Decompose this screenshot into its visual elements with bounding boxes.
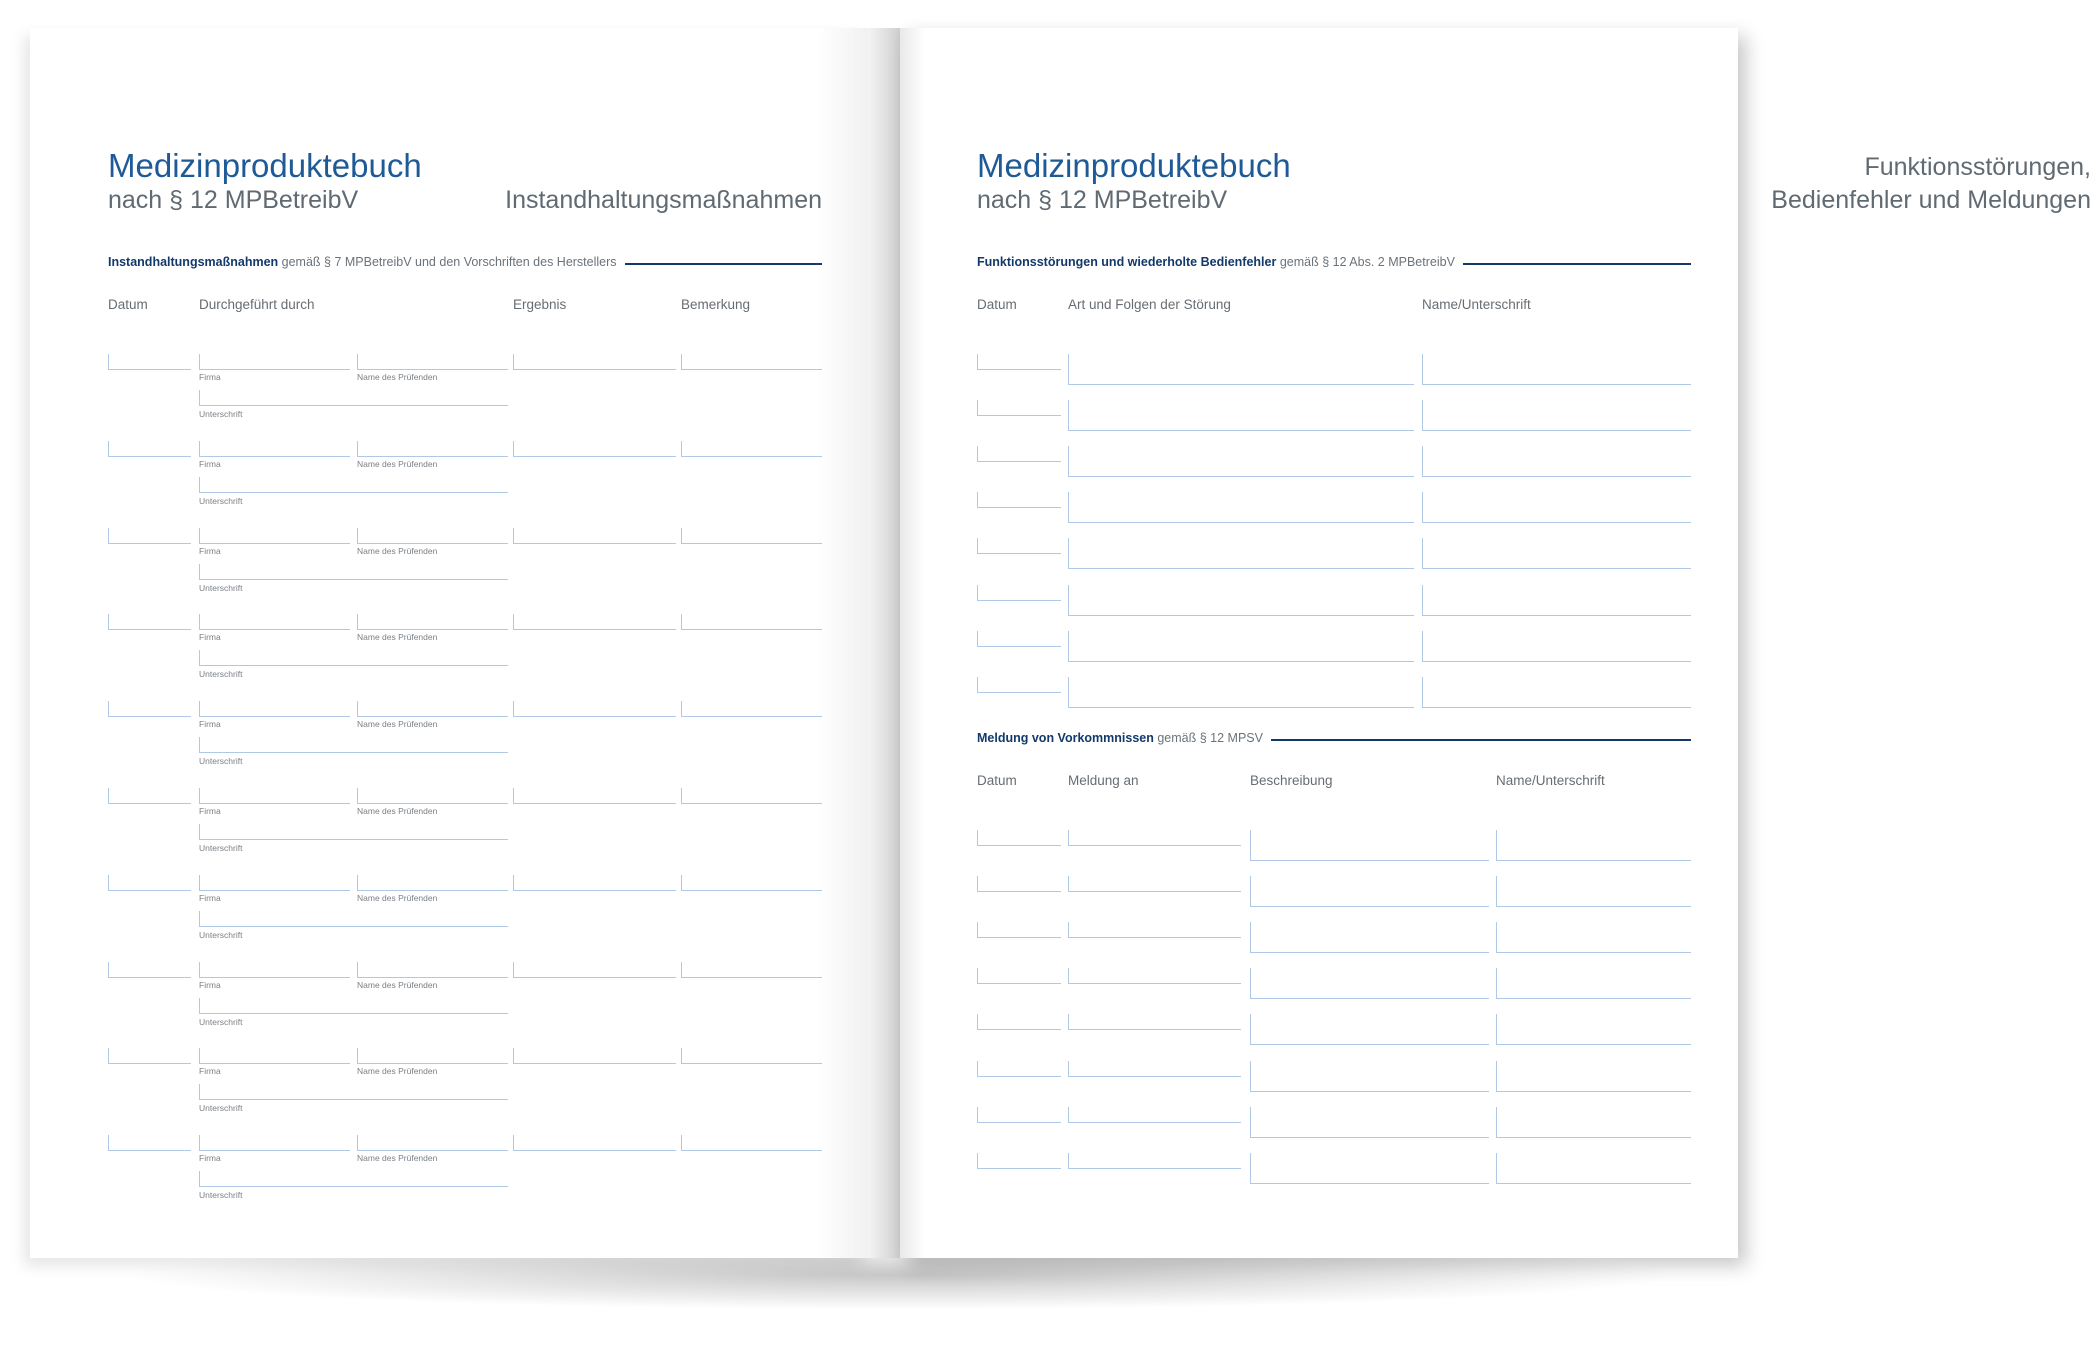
datum-field[interactable] [977,631,1061,647]
unterschrift-label: Unterschrift [199,409,243,419]
name-pruefenden-label: Name des Prüfenden [357,372,438,382]
ergebnis-field[interactable] [513,354,676,370]
ergebnis-field[interactable] [513,441,676,457]
art-folgen-field[interactable] [1068,585,1414,616]
name-unterschrift-field[interactable] [1422,585,1691,616]
meldung-an-field[interactable] [1068,1061,1241,1077]
bemerkung-field[interactable] [681,962,822,978]
name-pruefenden-label: Name des Prüfenden [357,1066,438,1077]
datum-field[interactable] [108,1135,191,1151]
meldung-an-field[interactable] [1068,876,1241,892]
beschreibung-field[interactable] [1250,1014,1489,1045]
name-pruefenden-label: Name des Prüfenden [357,632,438,643]
ergebnis-field[interactable] [513,614,676,630]
unterschrift-field[interactable] [199,564,508,580]
name-unterschrift-field[interactable] [1422,677,1691,708]
unterschrift-field[interactable] [199,650,508,666]
column-header-name-unterschrift: Name/Unterschrift [1496,773,1605,788]
firma-label: Firma [199,458,221,469]
firma-label: Firma [199,806,221,816]
column-header-art-folgen: Art und Folgen der Störung [1068,297,1231,312]
ergebnis-field[interactable] [513,701,676,717]
name-unterschrift-field[interactable] [1422,631,1691,662]
name-unterschrift-field[interactable] [1422,354,1691,385]
meldung-an-field[interactable] [1068,1107,1241,1123]
beschreibung-field[interactable] [1250,876,1489,907]
datum-field[interactable] [977,446,1061,462]
section-title-strong: Meldung von Vorkommnissen [977,731,1154,745]
firma-field[interactable] [199,701,350,717]
firma-field[interactable] [199,1048,350,1064]
datum-field[interactable] [977,876,1061,892]
unterschrift-label: Unterschrift [199,756,243,767]
page-title: Medizinproduktebuch [977,147,1291,184]
name-unterschrift-field[interactable] [1496,1153,1691,1184]
unterschrift-field[interactable] [199,998,508,1014]
firma-label: Firma [199,979,221,990]
firma-field[interactable] [199,1135,350,1151]
name-pruefenden-field[interactable] [357,701,508,717]
datum-field[interactable] [977,968,1061,984]
column-header-durchgefuehrt: Durchgeführt durch [199,297,315,312]
unterschrift-label: Unterschrift [199,1103,243,1114]
meldung-an-field[interactable] [1068,1153,1241,1169]
art-folgen-field[interactable] [1068,492,1414,523]
bemerkung-field[interactable] [681,1048,822,1064]
section-title-rest: gemäß § 7 MPBetreibV und den Vorschriften des Herstellers [281,255,617,269]
name-pruefenden-label: Name des Prüfenden [357,545,438,556]
bemerkung-field[interactable] [681,354,822,370]
unterschrift-field[interactable] [199,1171,508,1187]
datum-field[interactable] [108,1048,191,1064]
firma-label: Firma [199,1153,221,1164]
column-header-datum: Datum [977,773,1017,788]
beschreibung-field[interactable] [1250,1153,1489,1184]
datum-field[interactable] [977,354,1061,370]
datum-field[interactable] [108,962,191,978]
book-gutter [868,28,900,1258]
datum-field[interactable] [977,677,1061,693]
left-page [30,28,868,1258]
bemerkung-field[interactable] [681,875,822,891]
name-pruefenden-label: Name des Prüfenden [357,979,438,990]
name-pruefenden-field[interactable] [357,354,508,370]
unterschrift-field[interactable] [199,824,508,840]
datum-field[interactable] [977,1153,1061,1169]
unterschrift-label: Unterschrift [199,495,243,506]
name-unterschrift-field[interactable] [1422,538,1691,569]
beschreibung-field[interactable] [1250,968,1489,999]
section-title-rest: gemäß § 12 Abs. 2 MPBetreibV [1279,255,1455,269]
column-header-datum: Datum [977,297,1017,312]
datum-field[interactable] [977,1107,1061,1123]
page-heading-line1: Funktionsstörungen, [1864,153,2091,181]
firma-field[interactable] [199,614,350,630]
section-title-strong: Instandhaltungsmaßnahmen [108,255,279,269]
name-unterschrift-field[interactable] [1496,922,1691,953]
firma-label: Firma [199,1066,221,1077]
art-folgen-field[interactable] [1068,354,1414,385]
section-title-malfunctions [977,255,1455,269]
section-title-incidents [977,731,1263,745]
datum-field[interactable] [108,528,191,544]
section-rule [1271,739,1691,741]
beschreibung-field[interactable] [1250,830,1489,861]
name-pruefenden-label: Name des Prüfenden [357,719,438,730]
column-header-beschreibung: Beschreibung [1250,773,1333,788]
art-folgen-field[interactable] [1068,538,1414,569]
ergebnis-field[interactable] [513,962,676,978]
unterschrift-field[interactable] [199,911,508,927]
datum-field[interactable] [977,1061,1061,1077]
meldung-an-field[interactable] [1068,968,1241,984]
name-pruefenden-field[interactable] [357,875,508,891]
section-title [108,255,617,269]
name-pruefenden-field[interactable] [357,1135,508,1151]
datum-field[interactable] [977,538,1061,554]
name-pruefenden-label: Name des Prüfenden [357,458,438,469]
datum-field[interactable] [108,875,191,891]
unterschrift-label: Unterschrift [199,843,243,853]
unterschrift-field[interactable] [199,390,508,406]
name-unterschrift-field[interactable] [1422,492,1691,523]
firma-label: Firma [199,719,221,730]
page-heading-line2: Bedienfehler und Meldungen [1771,186,2091,214]
datum-field[interactable] [977,830,1061,846]
name-pruefenden-field[interactable] [357,962,508,978]
section-rule [625,263,822,265]
section-rule [1463,263,1691,265]
unterschrift-field[interactable] [199,737,508,753]
bemerkung-field[interactable] [681,614,822,630]
datum-field[interactable] [977,1014,1061,1030]
art-folgen-field[interactable] [1068,400,1414,431]
name-pruefenden-field[interactable] [357,441,508,457]
name-pruefenden-field[interactable] [357,788,508,804]
page-subtitle: nach § 12 MPBetreibV [108,186,359,214]
datum-field[interactable] [108,788,191,804]
datum-field[interactable] [977,922,1061,938]
firma-field[interactable] [199,441,350,457]
name-unterschrift-field[interactable] [1422,400,1691,431]
firma-label: Firma [199,892,221,903]
name-pruefenden-label: Name des Prüfenden [357,892,438,903]
ergebnis-field[interactable] [513,875,676,891]
firma-field[interactable] [199,528,350,544]
unterschrift-field[interactable] [199,1084,508,1100]
unterschrift-label: Unterschrift [199,1190,243,1201]
bemerkung-field[interactable] [681,441,822,457]
section-title-rest: gemäß § 12 MPSV [1157,731,1263,745]
meldung-an-field[interactable] [1068,922,1241,938]
firma-field[interactable] [199,788,350,804]
firma-label: Firma [199,545,221,556]
unterschrift-field[interactable] [199,477,508,493]
unterschrift-label: Unterschrift [199,1016,243,1027]
firma-label: Firma [199,372,221,382]
ergebnis-field[interactable] [513,788,676,804]
meldung-an-field[interactable] [1068,830,1241,846]
art-folgen-field[interactable] [1068,631,1414,662]
name-unterschrift-field[interactable] [1422,446,1691,477]
datum-field[interactable] [108,441,191,457]
firma-field[interactable] [199,875,350,891]
column-header-ergebnis: Ergebnis [513,297,567,312]
bemerkung-field[interactable] [681,528,822,544]
right-page [900,28,2091,1258]
datum-field[interactable] [977,400,1061,416]
firma-field[interactable] [199,962,350,978]
page-subtitle: nach § 12 MPBetreibV [977,186,1228,214]
art-folgen-field[interactable] [1068,446,1414,477]
datum-field[interactable] [108,614,191,630]
name-unterschrift-field[interactable] [1496,830,1691,861]
name-unterschrift-field[interactable] [1496,1107,1691,1138]
datum-field[interactable] [977,585,1061,601]
name-pruefenden-field[interactable] [357,1048,508,1064]
unterschrift-label: Unterschrift [199,929,243,940]
bemerkung-field[interactable] [681,788,822,804]
name-pruefenden-label: Name des Prüfenden [357,1153,438,1164]
column-header-meldung-an: Meldung an [1068,773,1139,788]
datum-field[interactable] [108,354,191,370]
page-heading: Instandhaltungsmaßnahmen [505,186,822,214]
ergebnis-field[interactable] [513,528,676,544]
section-title-strong: Funktionsstörungen und wiederholte Bedienfehler [977,255,1277,269]
unterschrift-label: Unterschrift [199,582,243,593]
name-unterschrift-field[interactable] [1496,968,1691,999]
name-pruefenden-field[interactable] [357,614,508,630]
ergebnis-field[interactable] [513,1135,676,1151]
column-header-name-unterschrift: Name/Unterschrift [1422,297,1531,312]
beschreibung-field[interactable] [1250,1061,1489,1092]
name-unterschrift-field[interactable] [1496,1014,1691,1045]
beschreibung-field[interactable] [1250,922,1489,953]
art-folgen-field[interactable] [1068,677,1414,708]
firma-label: Firma [199,632,221,643]
name-unterschrift-field[interactable] [1496,876,1691,907]
ergebnis-field[interactable] [513,1048,676,1064]
firma-field[interactable] [199,354,350,370]
name-unterschrift-field[interactable] [1496,1061,1691,1092]
column-header-datum: Datum [108,297,148,312]
page-title: Medizinproduktebuch [108,147,422,184]
bemerkung-field[interactable] [681,1135,822,1151]
datum-field[interactable] [108,701,191,717]
unterschrift-label: Unterschrift [199,669,243,680]
name-pruefenden-field[interactable] [357,528,508,544]
meldung-an-field[interactable] [1068,1014,1241,1030]
bemerkung-field[interactable] [681,701,822,717]
name-pruefenden-label: Name des Prüfenden [357,806,438,816]
column-header-bemerkung: Bemerkung [681,297,751,312]
datum-field[interactable] [977,492,1061,508]
beschreibung-field[interactable] [1250,1107,1489,1138]
